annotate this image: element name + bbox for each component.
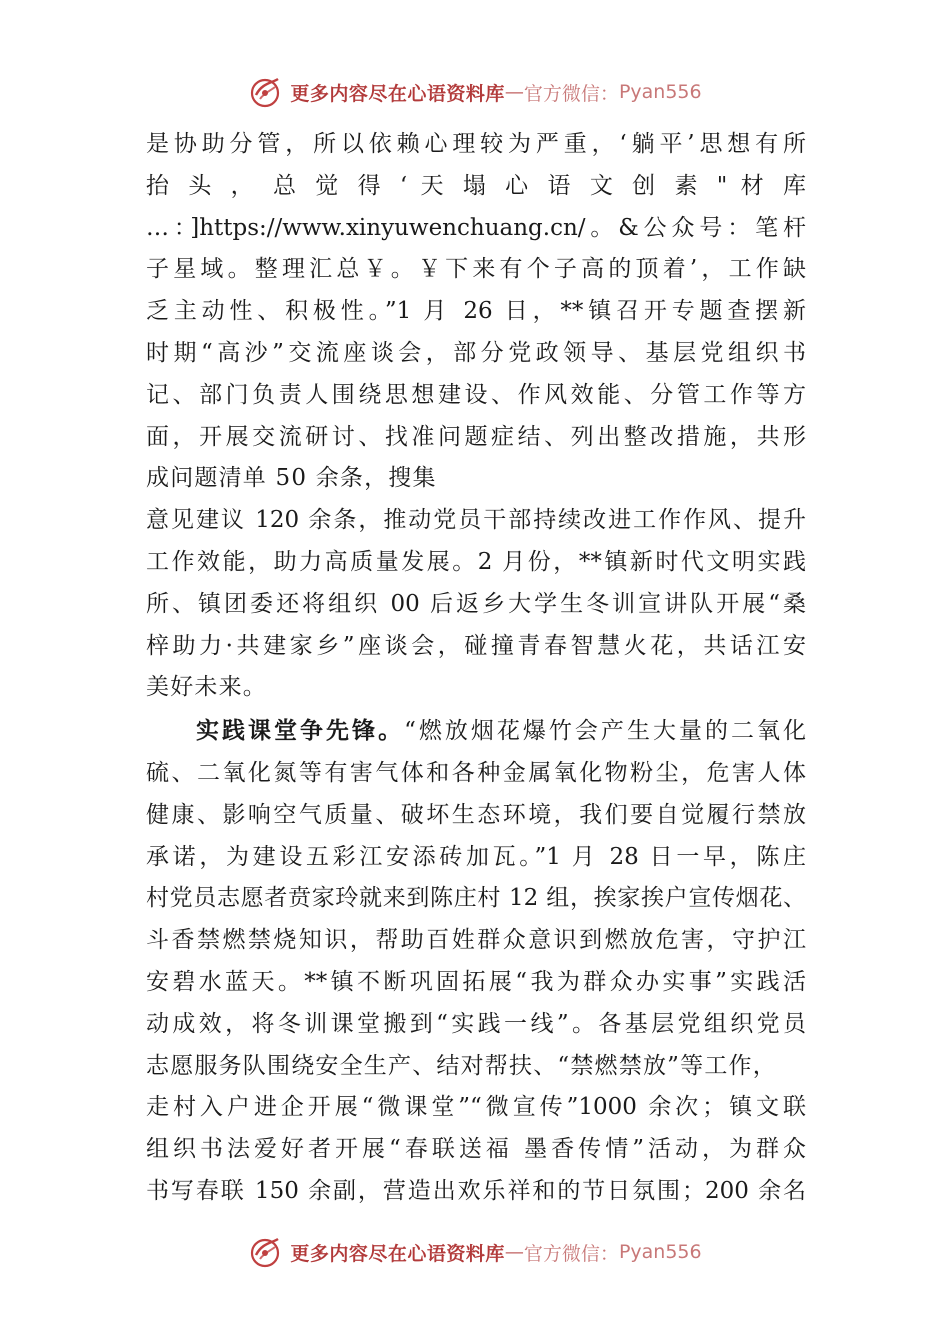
text-line: 子星域。整理汇总￥。￥下来有个子高的顶着’，工作缺 (146, 256, 806, 283)
footer-banner (0, 1232, 950, 1272)
header-banner (0, 72, 950, 112)
text-line: 是协助分管，所以依赖心理较为严重，‘躺平’思想有所 (146, 131, 806, 157)
text-line-first (146, 711, 806, 753)
section-lead: 实践课堂争先锋。 (196, 718, 405, 745)
text-run: “燃放烟花爆竹会产生大量的二氧化 (404, 718, 806, 745)
logo-icon (248, 75, 284, 109)
text-line: 乏主动性、积极性。”1 月 26 日，**镇召开专题查摆新 (146, 298, 806, 325)
header-text: 更多内容尽在心语资料库 (290, 82, 505, 105)
text-line: 村党员志愿者贲家玲就来到陈庄村 12 组，挨家挨户宣传烟花、 (146, 885, 806, 912)
text-line: 梓助力·共建家乡”座谈会，碰撞青春智慧火花，共话江安 (146, 632, 806, 659)
text-line: 硫、二氧化氮等有害气体和各种金属氧化物粉尘，危害人体 (146, 759, 806, 786)
paragraph-1 (146, 124, 806, 500)
logo-icon (248, 1235, 284, 1269)
text-line: 工作效能，助力高质量发展。2 月份，**镇新时代文明实践 (146, 548, 806, 575)
footer-wechat-id: Pyan556 (618, 1241, 702, 1263)
text-line: 健康、影响空气质量、破坏生态环境，我们要自觉履行禁放 (146, 801, 806, 828)
text-line: 记、部门负责人围绕思想建设、作风效能、分管工作等方 (146, 381, 806, 408)
text-line: 书写春联 150 余副，营造出欢乐祥和的节日氛围；200 余名 (146, 1177, 806, 1204)
text-line: 斗香禁燃禁烧知识，帮助百姓群众意识到燃放危害，守护江 (146, 927, 806, 954)
text-line: 时期“高沙”交流座谈会，部分党政领导、基层党组织书 (146, 339, 806, 366)
footer-wechat-label: 官方微信： (523, 1242, 619, 1265)
header-wechat-id: Pyan556 (618, 81, 702, 103)
text-line: 成问题清单 50 余条，搜集 (146, 465, 437, 492)
document-body (146, 124, 806, 1213)
text-line: 志愿服务队围绕安全生产、结对帮扶、“禁燃禁放”等工作， (146, 1052, 777, 1079)
paragraph-2 (146, 500, 806, 709)
footer-text: 更多内容尽在心语资料库 (290, 1242, 505, 1265)
text-line: 组织书法爱好者开展“春联送福 墨香传情”活动，为群众 (146, 1136, 806, 1163)
text-line: 走村入户进企开展“微课堂”“微宣传”1000 余次；镇文联 (146, 1094, 806, 1121)
text-line: 动成效，将冬训课堂搬到“实践一线”。各基层党组织党员 (146, 1010, 806, 1037)
paragraph-3 (146, 711, 806, 1213)
text-line: 承诺，为建设五彩江安添砖加瓦。”1 月 28 日一早，陈庄 (146, 843, 806, 870)
text-line: 抬 头 ， 总 觉 得 ‘ 天 塌 心 语 文 创 素 " 材 库 (146, 172, 806, 199)
text-line: 美好未来。 (146, 674, 267, 701)
header-separator: — (504, 81, 524, 103)
header-wechat-label: 官方微信： (523, 82, 619, 105)
footer-separator: — (504, 1241, 524, 1263)
text-line: 意见建议 120 余条，推动党员干部持续改进工作作风、提升 (146, 507, 806, 534)
text-line: 所、镇团委还将组织 00 后返乡大学生冬训宣讲队开展“桑 (146, 590, 806, 617)
text-line: …：]https://www.xinyuwenchuang.cn/。&公众号：笔杆 (146, 214, 806, 241)
text-line: 面，开展交流研讨、找准问题症结、列出整改措施，共形 (146, 423, 806, 450)
text-line: 安碧水蓝天。**镇不断巩固拓展“我为群众办实事”实践活 (146, 968, 806, 995)
